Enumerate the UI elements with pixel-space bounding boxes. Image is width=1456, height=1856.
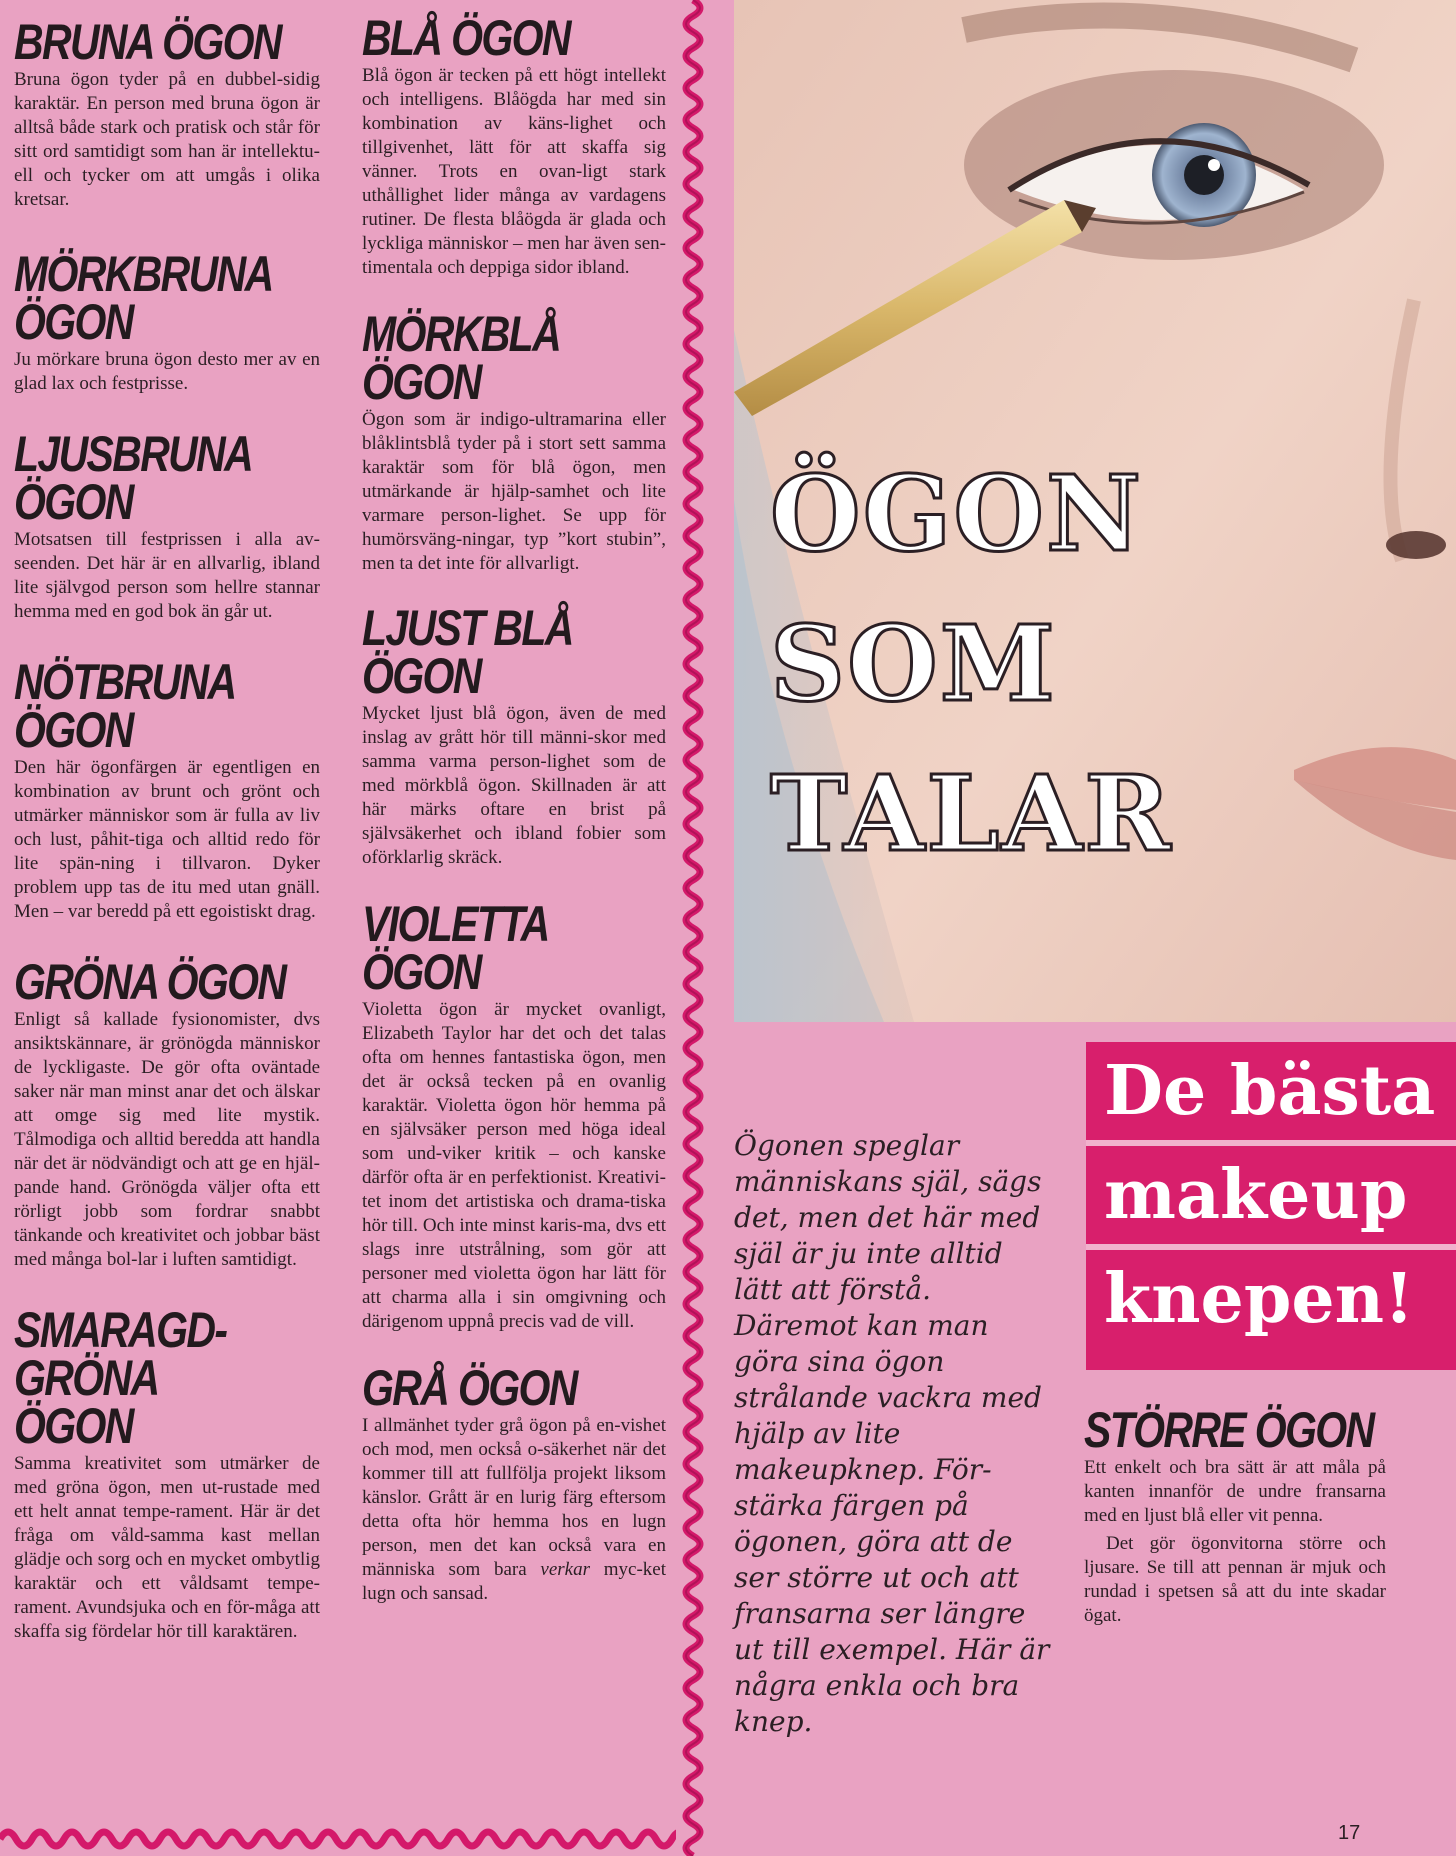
article-section	[14, 246, 320, 396]
emphasis: verkar	[540, 1559, 590, 1580]
section-heading: BRUNA ÖGON	[14, 14, 281, 70]
section-text: Motsatsen till festprissen i alla av-seenden. Det här är en allvarlig, ibland lite självgod person som hellre stannar hemma med en god bok än går ut.	[14, 529, 320, 622]
title-line-3: TALAR	[770, 752, 1173, 875]
article-section	[14, 954, 320, 1272]
section-heading: VIOLETTA ÖGON	[362, 896, 548, 1000]
article-section	[14, 14, 320, 212]
title-line-2: SOM	[770, 602, 1057, 725]
article-section	[362, 10, 666, 280]
article-section	[362, 1360, 666, 1606]
section-heading: LJUST BLÅ ÖGON	[362, 600, 573, 704]
section-text: Violetta ögon är mycket ovanligt, Elizabeth Taylor har det och det talas ofta om hennes fantastiska ögon, men det är också tecken på en ovanlig karaktär. Violetta ögon hör hemma på en självsäker person med höga ideal som und-viker kritik – och kanske därför ofta är en perfektionist. Kreativi-tet inom det artistiska och drama-tiska hör till. Och inte minst karis-ma, dvs ett slags inre utstrålning, som gör att personer med violetta ögon har lätt för att charma alla i sin omgivning och därigenom uppnå precis vad de vill.	[362, 999, 666, 1332]
article-section	[14, 1302, 320, 1644]
section-heading: LJUSBRUNA ÖGON	[14, 426, 251, 530]
section-heading: SMARAGD-GRÖNA ÖGON	[14, 1302, 227, 1454]
section-heading: MÖRKBLÅ ÖGON	[362, 306, 561, 410]
section-text: Bruna ögon tyder på en dubbel-sidig karaktär. En person med bruna ögon är alltså både stark och pratisk och står för sitt ord samtidigt som han är intellektu-ell och tycker om att umgås i olika kretsar.	[14, 69, 320, 210]
section-heading: STÖRRE ÖGON	[1084, 1402, 1374, 1458]
article-section	[362, 600, 666, 870]
section-text: Det gör ögonvitorna större och ljusare. Se till att pennan är mjuk och rundad i spetsen så att du inte skadar ögat.	[1084, 1533, 1386, 1626]
larger-eyes-section	[1084, 1402, 1386, 1628]
intro-text: Ögonen speglar människans själ, sägs det, men det här med själ är ju inte alltid lätt att förstå. Däremot kan man göra sina ögon strålande vackra med hjälp av lite makeupknep. För-stärka färgen på ögonen, göra att de ser större ut och att fransarna ser längre ut till exempel. Här är några enkla och bra knep.	[734, 1129, 1050, 1738]
article-section	[14, 654, 320, 924]
wavy-border-vertical	[676, 0, 710, 1856]
section-heading: GRÅ ÖGON	[362, 1360, 577, 1416]
section-text: Den här ögonfärgen är egentligen en kombination av brunt och grönt och utmärker människor som är fulla av liv och lust, påhit-tiga och alltid redo för lite spän-ning i tillvaron. Dyker problem upp tas de itu med utan gnäll. Men – var beredd på ett egoistiskt drag.	[14, 757, 320, 922]
article-section	[362, 306, 666, 576]
wavy-border-bottom	[0, 1822, 676, 1856]
tips-box-line-3: knepen!	[1086, 1250, 1456, 1370]
left-column	[14, 0, 320, 1644]
section-text: I allmänhet tyder grå ögon på en-vishet och mod, men också o-säkerhet när det kommer till att fullfölja projekt liksom känslor. Grått är en lurig färg eftersom detta ofta hör hemma hos en lugn person, men det kan också vara en människa som bara verkar myc-ket lugn och sansad.	[362, 1415, 666, 1604]
section-text: Blå ögon är tecken på ett högt intellekt och intelligens. Blåögda har med sin kombination av käns-lighet och tillgivenhet, lätt för att skaffa sig vänner. Trots en ovan-ligt stark uthållighet lider många av vardagens rutiner. De flesta blåögda är glada och lyckliga människor – men har även sen-timentala och deppiga sidor ibland.	[362, 65, 666, 278]
section-heading: GRÖNA ÖGON	[14, 954, 286, 1010]
middle-column	[362, 0, 666, 1606]
section-text: Enligt så kallade fysionomister, dvs ansiktskännare, är grönögda människor de lyckligaste. De gör ofta oväntade saker när man minst anar det och älskar att omge sig med lite mystik. Tålmodiga och alltid beredda att handla när det är nödvändigt och att ge en hjäl-pande hand. Grönögda väljer ofta ett rörligt jobb som fordrar snabbt tänkande och kreativitet och jobbar bäst med många bol-lar i luften samtidigt.	[14, 1009, 320, 1270]
section-heading: BLÅ ÖGON	[362, 10, 570, 66]
section-text: Ögon som är indigo-ultramarina eller blåklintsblå tyder på i stort sett samma karaktär som för blå ögon, men utmärkande är hjälp-samhet och lite varmare person-lighet. Se upp för humörsväng-ningar, typ ”kort stubin”, men ta det inte för allvarligt.	[362, 409, 666, 574]
section-text: Ju mörkare bruna ögon desto mer av en glad lax och festprisse.	[14, 349, 320, 394]
tips-box	[1086, 1042, 1456, 1370]
tips-box-line-2: makeup	[1086, 1146, 1456, 1244]
article-section	[14, 426, 320, 624]
article-section	[362, 896, 666, 1334]
section-heading: MÖRKBRUNA ÖGON	[14, 246, 272, 350]
title-line-1: ÖGON	[770, 452, 1144, 575]
section-text: Ett enkelt och bra sätt är att måla på kanten innanför de undre fransarna med en ljust blå eller vit penna.	[1084, 1457, 1386, 1526]
page-number: 17	[1338, 1822, 1361, 1844]
section-text: Samma kreativitet som utmärker de med gröna ögon, men ut-rustade med ett helt annat tempe-rament. Här är det fråga om våld-samma kast mellan glädje och sorg och en mycket ombytlig karaktär och ett våldsamt tempe-rament. Avundsjuka och en för-måga att skaffa sig fördelar hör till karaktären.	[14, 1453, 320, 1642]
tips-box-line-1: De bästa	[1086, 1042, 1456, 1140]
section-heading: NÖTBRUNA ÖGON	[14, 654, 234, 758]
section-text: Mycket ljust blå ögon, även de med inslag av grått hör till männi-skor med samma varma person-lighet som de med mörkblå ögon. Skillnaden är att här märks oftare en brist på självsäkerhet och ibland fobier som oförklarlig skräck.	[362, 703, 666, 868]
